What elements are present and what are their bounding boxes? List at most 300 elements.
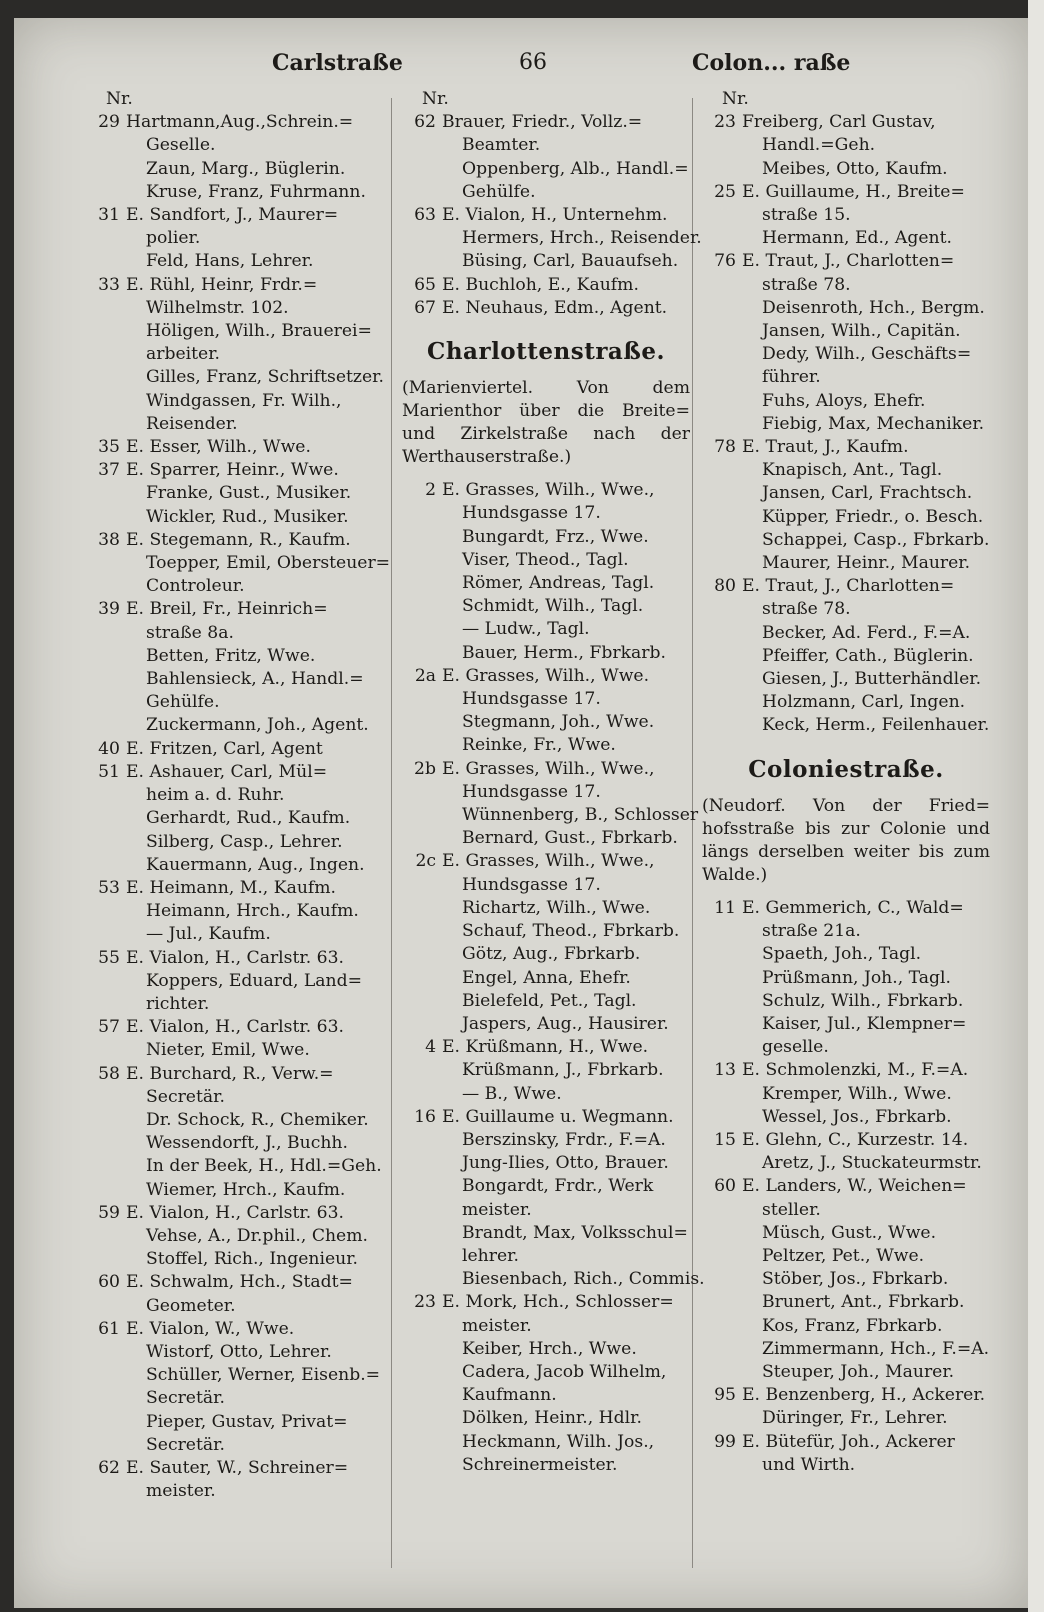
column-coloniestrasse <box>696 88 996 1477</box>
directory-line <box>80 1271 398 1294</box>
directory-line <box>80 459 398 482</box>
directory-line <box>80 831 398 854</box>
directory-line <box>396 990 696 1013</box>
resident-text: steller. <box>762 1199 821 1220</box>
directory-line <box>396 688 696 711</box>
directory-line <box>396 734 696 757</box>
resident-text: Brauer, Friedr., Vollz.= <box>442 112 643 133</box>
resident-text: E. Vialon, H., Carlstr. 63. <box>126 947 344 968</box>
directory-line <box>80 1155 398 1178</box>
resident-text: Dr. Schock, R., Chemiker. <box>146 1109 369 1130</box>
directory-line <box>396 250 696 273</box>
resident-text: Götz, Aug., Fbrkarb. <box>462 944 641 965</box>
resident-text: Vehse, A., Dr.phil., Chem. <box>146 1225 368 1246</box>
directory-line <box>80 320 398 343</box>
directory-line <box>396 1361 696 1384</box>
directory-line <box>396 1199 696 1222</box>
resident-text: Schüller, Werner, Eisenb.= <box>146 1365 381 1386</box>
directory-line <box>696 343 996 366</box>
resident-text: Toepper, Emil, Obersteuer= <box>146 553 391 574</box>
resident-text: Handl.=Geh. <box>762 135 876 156</box>
resident-text: Zimmermann, Hch., F.=A. <box>762 1338 990 1359</box>
house-number: 39 <box>98 599 120 620</box>
resident-text: Kauermann, Aug., Ingen. <box>146 854 365 875</box>
house-number: 60 <box>714 1176 736 1197</box>
directory-line <box>396 1407 696 1430</box>
resident-text: E. Vialon, H., Carlstr. 63. <box>126 1202 344 1223</box>
directory-line <box>80 877 398 900</box>
resident-text: Pieper, Gustav, Privat= <box>146 1411 348 1432</box>
resident-text: Zaun, Marg., Büglerin. <box>146 158 346 179</box>
directory-line <box>80 923 398 946</box>
resident-text: Kruse, Franz, Fuhrmann. <box>146 181 366 202</box>
resident-text: Geometer. <box>146 1295 236 1316</box>
resident-text: Zuckermann, Joh., Agent. <box>146 715 369 736</box>
directory-line <box>696 1361 996 1384</box>
directory-line <box>80 784 398 807</box>
directory-line <box>80 390 398 413</box>
section-description: (Neudorf. Von der Fried= hofsstraße bis zur Colonie und längs derselben weiter bis zum Walde.) <box>702 795 990 885</box>
directory-line <box>80 598 398 621</box>
directory-line <box>80 1039 398 1062</box>
directory-line <box>396 572 696 595</box>
directory-line <box>396 1384 696 1407</box>
directory-line <box>396 526 696 549</box>
resident-text: E. Traut, J., Kaufm. <box>742 437 909 458</box>
resident-text: Knapisch, Ant., Tagl. <box>762 460 943 481</box>
resident-text: E. Schwalm, Hch., Stadt= <box>126 1272 353 1293</box>
resident-text: Brunert, Ant., Fbrkarb. <box>762 1292 965 1313</box>
directory-line <box>696 366 996 389</box>
directory-line <box>80 575 398 598</box>
directory-line <box>80 1480 398 1503</box>
resident-text: arbeiter. <box>146 344 221 365</box>
directory-line <box>396 781 696 804</box>
directory-line <box>80 1295 398 1318</box>
house-number: 35 <box>98 437 120 458</box>
resident-text: Aretz, J., Stuckateurmstr. <box>762 1153 982 1174</box>
resident-text: E. Vialon, H., Carlstr. 63. <box>126 1017 344 1038</box>
directory-line <box>80 366 398 389</box>
resident-text: Stegmann, Joh., Wwe. <box>462 712 655 733</box>
resident-text: Freiberg, Carl Gustav, <box>742 112 936 133</box>
resident-text: Reinke, Fr., Wwe. <box>462 735 616 756</box>
directory-line <box>696 390 996 413</box>
directory-line <box>80 134 398 157</box>
resident-text: Wilhelmstr. 102. <box>146 297 289 318</box>
house-number: 2 <box>425 480 436 501</box>
resident-text: Steuper, Joh., Maurer. <box>762 1361 955 1382</box>
resident-text: Pfeiffer, Cath., Büglerin. <box>762 645 974 666</box>
resident-text: Viser, Theod., Tagl. <box>462 549 629 570</box>
resident-text: E. Landers, W., Weichen= <box>742 1176 967 1197</box>
directory-line <box>696 622 996 645</box>
resident-text: Schreinermeister. <box>462 1454 618 1475</box>
resident-text: Gehülfe. <box>146 692 220 713</box>
house-number: 13 <box>714 1060 736 1081</box>
directory-line <box>696 1454 996 1477</box>
resident-text: richter. <box>146 993 210 1014</box>
resident-text: E. Krüßmann, H., Wwe. <box>442 1037 649 1058</box>
resident-text: polier. <box>146 228 201 249</box>
directory-line <box>696 506 996 529</box>
directory-line <box>696 320 996 343</box>
resident-text: Müsch, Gust., Wwe. <box>762 1222 937 1243</box>
resident-text: Betten, Fritz, Wwe. <box>146 645 316 666</box>
resident-text: E. Heimann, M., Kaufm. <box>126 877 337 898</box>
house-number: 57 <box>98 1017 120 1038</box>
directory-line <box>80 668 398 691</box>
house-number: 99 <box>714 1431 736 1452</box>
house-number: 40 <box>98 738 120 759</box>
directory-line <box>80 1411 398 1434</box>
directory-line <box>696 1129 996 1152</box>
house-number: 55 <box>98 947 120 968</box>
resident-text: E. Neuhaus, Edm., Agent. <box>442 297 668 318</box>
resident-text: Heimann, Hrch., Kaufm. <box>146 901 359 922</box>
resident-text: Geselle. <box>146 135 216 156</box>
resident-text: Schulz, Wilh., Fbrkarb. <box>762 990 964 1011</box>
directory-line <box>696 1268 996 1291</box>
directory-line <box>396 1338 696 1361</box>
resident-text: straße 15. <box>762 205 851 226</box>
resident-text: Krüßmann, J., Fbrkarb. <box>462 1060 664 1081</box>
directory-line <box>80 482 398 505</box>
resident-text: Kaufmann. <box>462 1385 557 1406</box>
directory-line <box>396 711 696 734</box>
directory-line <box>696 111 996 134</box>
directory-line <box>696 598 996 621</box>
resident-text: Gehülfe. <box>462 181 536 202</box>
directory-line <box>696 990 996 1013</box>
directory-line <box>80 436 398 459</box>
house-number: 51 <box>98 761 120 782</box>
directory-line <box>80 807 398 830</box>
resident-text: Dedy, Wilh., Geschäfts= <box>762 344 972 365</box>
directory-line <box>396 1036 696 1059</box>
directory-line <box>80 691 398 714</box>
resident-text: In der Beek, H., Hdl.=Geh. <box>146 1156 382 1177</box>
directory-line <box>696 1106 996 1129</box>
directory-line <box>696 181 996 204</box>
resident-text: straße 21a. <box>762 921 861 942</box>
resident-text: Koppers, Eduard, Land= <box>146 970 363 991</box>
directory-line <box>80 900 398 923</box>
directory-line <box>396 642 696 665</box>
resident-text: Maurer, Heinr., Maurer. <box>762 553 971 574</box>
directory-line <box>696 297 996 320</box>
directory-line <box>396 1013 696 1036</box>
resident-text: Holzmann, Carl, Ingen. <box>762 692 966 713</box>
resident-text: E. Vialon, H., Unternehm. <box>442 205 668 226</box>
resident-text: E. Benzenberg, H., Ackerer. <box>742 1385 986 1406</box>
resident-text: Dölken, Heinr., Hdlr. <box>462 1408 642 1429</box>
resident-text: Bahlensieck, A., Handl.= <box>146 669 364 690</box>
directory-line <box>80 1109 398 1132</box>
resident-text: — Jul., Kaufm. <box>146 924 271 945</box>
entry-list <box>696 111 996 737</box>
resident-text: E. Sauter, W., Schreiner= <box>126 1457 349 1478</box>
house-number: 11 <box>714 897 736 918</box>
resident-text: E. Grasses, Wilh., Wwe., <box>442 480 655 501</box>
resident-text: Heckmann, Wilh. Jos., <box>462 1431 655 1452</box>
directory-line <box>80 204 398 227</box>
resident-text: heim a. d. Ruhr. <box>146 785 285 806</box>
directory-line <box>80 1387 398 1410</box>
resident-text: Feld, Hans, Lehrer. <box>146 251 314 272</box>
directory-line <box>80 1063 398 1086</box>
resident-text: E. Guillaume u. Wegmann. <box>442 1106 674 1127</box>
directory-line <box>696 1013 996 1036</box>
resident-text: Düringer, Fr., Lehrer. <box>762 1408 948 1429</box>
resident-text: Spaeth, Joh., Tagl. <box>762 944 922 965</box>
page-number: 66 <box>519 50 547 75</box>
directory-line <box>396 297 696 320</box>
directory-line <box>696 552 996 575</box>
directory-line <box>396 549 696 572</box>
resident-text: E. Stegemann, R., Kaufm. <box>126 529 351 550</box>
directory-line <box>80 1016 398 1039</box>
resident-text: Jaspers, Aug., Hausirer. <box>462 1013 669 1034</box>
resident-text: Gerhardt, Rud., Kaufm. <box>146 808 351 829</box>
resident-text: Hermers, Hrch., Reisender. <box>462 228 702 249</box>
resident-text: Stöber, Jos., Fbrkarb. <box>762 1269 949 1290</box>
resident-text: Kremper, Wilh., Wwe. <box>762 1083 952 1104</box>
resident-text: Deisenroth, Hch., Bergm. <box>762 297 985 318</box>
resident-text: Hundsgasse 17. <box>462 689 601 710</box>
directory-line <box>696 1083 996 1106</box>
resident-text: Wünnenberg, B., Schlosser <box>462 805 699 826</box>
directory-line <box>80 552 398 575</box>
resident-text: E. Ashauer, Carl, Mül= <box>126 761 328 782</box>
directory-line <box>80 529 398 552</box>
resident-text: E. Grasses, Wilh., Wwe., <box>442 851 655 872</box>
scan-edge <box>1028 0 1044 1612</box>
directory-line <box>396 1129 696 1152</box>
directory-line <box>696 1152 996 1175</box>
directory-line <box>80 1364 398 1387</box>
directory-line <box>80 111 398 134</box>
entry-list <box>396 111 702 320</box>
resident-text: meister. <box>462 1199 532 1220</box>
resident-text: Jansen, Wilh., Capitän. <box>762 321 961 342</box>
resident-text: meister. <box>462 1315 532 1336</box>
directory-line <box>696 250 996 273</box>
resident-text: Brandt, Max, Volksschul= <box>462 1222 688 1243</box>
resident-text: E. Fritzen, Carl, Agent <box>126 738 323 759</box>
directory-line <box>396 850 696 873</box>
entry-list <box>80 111 398 1503</box>
resident-text: Stoffel, Rich., Ingenieur. <box>146 1249 358 1270</box>
directory-line <box>696 436 996 459</box>
directory-line <box>696 529 996 552</box>
resident-text: Schappei, Casp., Fbrkarb. <box>762 529 990 550</box>
entry-list <box>396 479 705 1477</box>
house-number: 16 <box>414 1106 436 1127</box>
directory-line <box>80 158 398 181</box>
resident-text: Kaiser, Jul., Klempner= <box>762 1013 967 1034</box>
house-number: 67 <box>414 297 436 318</box>
directory-line <box>696 204 996 227</box>
resident-text: Wessel, Jos., Fbrkarb. <box>762 1106 952 1127</box>
nr-label: Nr. <box>722 89 749 109</box>
house-number: 78 <box>714 437 736 458</box>
directory-line <box>696 920 996 943</box>
resident-text: Reisender. <box>146 413 238 434</box>
column-carlstrasse <box>80 88 398 1503</box>
resident-text: Hundsgasse 17. <box>462 781 601 802</box>
house-number: 29 <box>98 112 120 133</box>
directory-line <box>396 943 696 966</box>
directory-line <box>696 1199 996 1222</box>
house-number: 61 <box>98 1318 120 1339</box>
directory-line <box>396 1059 696 1082</box>
directory-line <box>396 618 696 641</box>
directory-line <box>396 1291 696 1314</box>
resident-text: Windgassen, Fr. Wilh., <box>146 390 342 411</box>
directory-line <box>396 158 696 181</box>
resident-text: straße 78. <box>762 274 851 295</box>
house-number: 31 <box>98 205 120 226</box>
directory-line <box>80 622 398 645</box>
directory-line <box>396 1431 696 1454</box>
directory-page <box>14 18 1028 1608</box>
resident-text: Gilles, Franz, Schriftsetzer. <box>146 367 384 388</box>
resident-text: Secretär. <box>146 1086 225 1107</box>
directory-line <box>396 134 696 157</box>
running-head <box>14 36 1028 76</box>
resident-text: Secretär. <box>146 1434 225 1455</box>
resident-text: — Ludw., Tagl. <box>462 619 590 640</box>
resident-text: Bongardt, Frdr., Werk <box>462 1176 654 1197</box>
running-head-right: Colon... raße <box>692 50 851 76</box>
directory-line <box>396 1315 696 1338</box>
directory-line <box>80 1318 398 1341</box>
entry-list <box>696 897 996 1477</box>
directory-line <box>696 1291 996 1314</box>
directory-line <box>80 506 398 529</box>
directory-line <box>396 897 696 920</box>
directory-line <box>396 665 696 688</box>
resident-text: E. Traut, J., Charlotten= <box>742 576 955 597</box>
directory-line <box>396 874 696 897</box>
resident-text: Fuhs, Aloys, Ehefr. <box>762 390 926 411</box>
resident-text: E. Schmolenzki, M., F.=A. <box>742 1060 969 1081</box>
directory-line <box>80 645 398 668</box>
resident-text: Engel, Anna, Ehefr. <box>462 967 631 988</box>
house-number: 62 <box>414 112 436 133</box>
house-number: 95 <box>714 1385 736 1406</box>
directory-line <box>80 1225 398 1248</box>
house-number: 25 <box>714 181 736 202</box>
resident-text: Kos, Franz, Fbrkarb. <box>762 1315 943 1336</box>
directory-line <box>80 250 398 273</box>
directory-line <box>396 204 696 227</box>
directory-line <box>80 1434 398 1457</box>
resident-text: E. Traut, J., Charlotten= <box>742 251 955 272</box>
house-number: 23 <box>714 112 736 133</box>
resident-text: Bernard, Gust., Fbrkarb. <box>462 828 678 849</box>
directory-line <box>80 738 398 761</box>
resident-text: Silberg, Casp., Lehrer. <box>146 831 343 852</box>
directory-line <box>696 1431 996 1454</box>
resident-text: Schauf, Theod., Fbrkarb. <box>462 921 680 942</box>
resident-text: Bielefeld, Pet., Tagl. <box>462 990 637 1011</box>
directory-line <box>396 1106 696 1129</box>
directory-line <box>80 1341 398 1364</box>
resident-text: Büsing, Carl, Bauaufseh. <box>462 251 679 272</box>
directory-line <box>80 274 398 297</box>
resident-text: E. Glehn, C., Kurzestr. 14. <box>742 1129 969 1150</box>
house-number: 15 <box>714 1129 736 1150</box>
directory-line <box>396 479 696 502</box>
directory-line <box>696 1338 996 1361</box>
running-head-left: Carlstraße <box>272 50 403 76</box>
directory-line <box>80 343 398 366</box>
resident-text: Meibes, Otto, Kaufm. <box>762 158 948 179</box>
directory-line <box>396 1245 696 1268</box>
directory-line <box>396 1454 696 1477</box>
directory-line <box>696 1175 996 1198</box>
directory-line <box>80 970 398 993</box>
directory-line <box>80 1457 398 1480</box>
directory-line <box>80 854 398 877</box>
house-number: 59 <box>98 1202 120 1223</box>
directory-line <box>696 897 996 920</box>
directory-line <box>696 645 996 668</box>
resident-text: Jung-Ilies, Otto, Brauer. <box>462 1153 669 1174</box>
resident-text: E. Breil, Fr., Heinrich= <box>126 599 328 620</box>
directory-line <box>80 1086 398 1109</box>
directory-line <box>696 1036 996 1059</box>
directory-line <box>396 967 696 990</box>
directory-line <box>696 227 996 250</box>
directory-line <box>396 804 699 827</box>
resident-text: meister. <box>146 1481 216 1502</box>
house-number: 2c <box>415 851 436 872</box>
resident-text: führer. <box>762 367 821 388</box>
resident-text: E. Sandfort, J., Maurer= <box>126 205 339 226</box>
directory-line <box>696 1407 996 1430</box>
resident-text: Controleur. <box>146 576 245 597</box>
resident-text: Bauer, Herm., Fbrkarb. <box>462 642 666 663</box>
resident-text: Beamter. <box>462 135 541 156</box>
resident-text: Hermann, Ed., Agent. <box>762 228 952 249</box>
resident-text: und Wirth. <box>762 1454 856 1475</box>
resident-text: E. Buchloh, E., Kaufm. <box>442 274 639 295</box>
section-title: Coloniestraße. <box>748 755 944 783</box>
resident-text: Wickler, Rud., Musiker. <box>146 506 349 527</box>
resident-text: Becker, Ad. Ferd., F.=A. <box>762 622 971 643</box>
resident-text: E. Grasses, Wilh., Wwe., <box>442 758 655 779</box>
directory-line <box>80 297 398 320</box>
resident-text: Biesenbach, Rich., Commis. <box>462 1269 705 1290</box>
resident-text: Berszinsky, Frdr., F.=A. <box>462 1129 666 1150</box>
resident-text: straße 78. <box>762 599 851 620</box>
resident-text: E. Sparrer, Heinr., Wwe. <box>126 460 339 481</box>
nr-label: Nr. <box>106 89 133 109</box>
resident-text: Keiber, Hrch., Wwe. <box>462 1338 637 1359</box>
resident-text: E. Esser, Wilh., Wwe. <box>126 437 311 458</box>
house-number: 37 <box>98 460 120 481</box>
resident-text: straße 8a. <box>146 622 234 643</box>
directory-line <box>396 274 696 297</box>
directory-line <box>396 595 696 618</box>
house-number: 2a <box>414 665 436 686</box>
house-number: 60 <box>98 1272 120 1293</box>
resident-text: Keck, Herm., Feilenhauer. <box>762 715 990 736</box>
resident-text: — B., Wwe. <box>462 1083 562 1104</box>
